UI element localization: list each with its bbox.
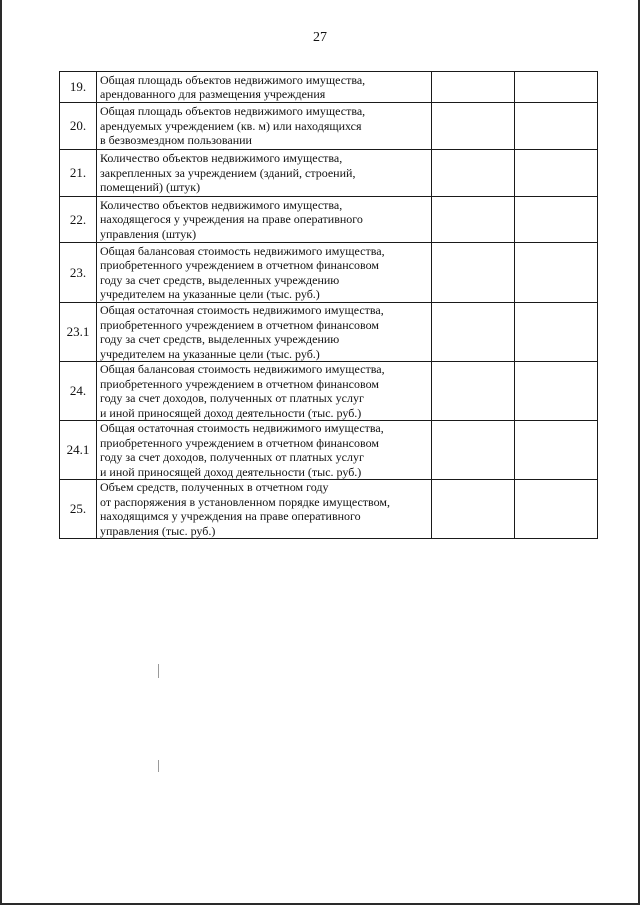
row-number-cell: 19. bbox=[60, 72, 97, 103]
row-number-cell: 25. bbox=[60, 480, 97, 539]
indicator-name-line: Количество объектов недвижимого имущества, bbox=[100, 197, 343, 212]
indicator-name-line: и иной приносящей доход деятельности (тыс. руб.) bbox=[100, 405, 362, 420]
indicators-table bbox=[59, 71, 598, 539]
indicator-name-cell bbox=[97, 243, 432, 303]
table-row bbox=[60, 303, 598, 362]
indicator-name-line: находящегося у учреждения на праве оперативного bbox=[100, 212, 363, 227]
value-cell-2 bbox=[515, 480, 598, 539]
scan-artifact bbox=[158, 664, 159, 678]
indicator-name-line: Объем средств, полученных в отчетном году bbox=[100, 480, 329, 494]
value-cell-1 bbox=[432, 480, 515, 539]
value-cell-2 bbox=[515, 72, 598, 103]
value-cell-1 bbox=[432, 362, 515, 421]
indicator-name-cell bbox=[97, 303, 432, 362]
table-row bbox=[60, 150, 598, 197]
indicator-name-line: году за счет средств, выделенных учреждению bbox=[100, 272, 340, 287]
table-row bbox=[60, 480, 598, 539]
table-row bbox=[60, 72, 598, 103]
value-cell-1 bbox=[432, 421, 515, 480]
indicator-name-line: приобретенного учреждением в отчетном финансовом bbox=[100, 376, 379, 391]
value-cell-2 bbox=[515, 197, 598, 243]
indicator-name-line: и иной приносящей доход деятельности (тыс. руб.) bbox=[100, 464, 362, 479]
table-row bbox=[60, 421, 598, 480]
table-row bbox=[60, 243, 598, 303]
indicator-name-line: году за счет доходов, полученных от платных услуг bbox=[100, 391, 364, 405]
indicator-name-cell bbox=[97, 150, 432, 197]
indicator-name-line: учредителем на указанные цели (тыс. руб.) bbox=[100, 287, 320, 301]
row-number-cell: 20. bbox=[60, 103, 97, 150]
indicator-name-line: Общая площадь объектов недвижимого имущества, bbox=[100, 104, 366, 119]
row-number-cell: 21. bbox=[60, 150, 97, 197]
indicator-name-cell bbox=[97, 362, 432, 421]
value-cell-1 bbox=[432, 197, 515, 243]
value-cell-1 bbox=[432, 243, 515, 303]
indicator-name-line: приобретенного учреждением в отчетном финансовом bbox=[100, 317, 379, 332]
row-number-cell: 24. bbox=[60, 362, 97, 421]
indicator-name-cell bbox=[97, 72, 432, 103]
scan-artifact bbox=[158, 760, 159, 772]
indicator-name-line: помещений) (штук) bbox=[100, 180, 201, 195]
value-cell-1 bbox=[432, 103, 515, 150]
indicator-name-line: управления (тыс. руб.) bbox=[100, 523, 216, 538]
indicator-name-line: Количество объектов недвижимого имущества, bbox=[100, 151, 343, 166]
page-number: 27 bbox=[313, 30, 327, 45]
indicator-name-line: от распоряжения в установленном порядке имуществом, bbox=[100, 494, 390, 509]
indicator-name-line: закрепленных за учреждением (зданий, строений, bbox=[100, 165, 356, 180]
indicator-name-cell bbox=[97, 421, 432, 480]
value-cell-1 bbox=[432, 303, 515, 362]
indicator-name-line: арендованного для размещения учреждения bbox=[100, 87, 326, 101]
indicator-name-line: приобретенного учреждением в отчетном финансовом bbox=[100, 258, 379, 272]
value-cell-2 bbox=[515, 421, 598, 480]
table-row bbox=[60, 103, 598, 150]
value-cell-1 bbox=[432, 72, 515, 103]
indicator-name-line: управления (штук) bbox=[100, 226, 197, 241]
table-row bbox=[60, 197, 598, 243]
indicator-name-line: приобретенного учреждением в отчетном финансовом bbox=[100, 435, 379, 450]
indicator-name-line: Общая остаточная стоимость недвижимого имущества, bbox=[100, 303, 384, 317]
indicator-name-line: Общая балансовая стоимость недвижимого имущества, bbox=[100, 362, 385, 376]
indicator-name-cell bbox=[97, 480, 432, 539]
indicator-name-line: Общая балансовая стоимость недвижимого имущества, bbox=[100, 243, 385, 258]
row-number-cell: 24.1 bbox=[60, 421, 97, 480]
indicator-name-line: году за счет доходов, полученных от платных услуг bbox=[100, 450, 364, 464]
indicator-name-line: находящимся у учреждения на праве оперативного bbox=[100, 509, 361, 523]
indicator-name-line: Общая остаточная стоимость недвижимого имущества, bbox=[100, 421, 384, 435]
indicator-name-cell bbox=[97, 197, 432, 243]
row-number-cell: 22. bbox=[60, 197, 97, 243]
table-row bbox=[60, 362, 598, 421]
value-cell-2 bbox=[515, 303, 598, 362]
indicator-name-line: Общая площадь объектов недвижимого имущества, bbox=[100, 72, 366, 87]
indicator-name-line: учредителем на указанные цели (тыс. руб.) bbox=[100, 346, 320, 361]
scan-border-left bbox=[0, 0, 2, 905]
indicator-name-line: арендуемых учреждением (кв. м) или находящихся bbox=[100, 118, 362, 133]
indicator-name-cell bbox=[97, 103, 432, 150]
value-cell-2 bbox=[515, 362, 598, 421]
value-cell-2 bbox=[515, 103, 598, 150]
value-cell-2 bbox=[515, 150, 598, 197]
value-cell-2 bbox=[515, 243, 598, 303]
row-number-cell: 23. bbox=[60, 243, 97, 303]
indicator-name-line: в безвозмездном пользовании bbox=[100, 133, 252, 148]
row-number-cell: 23.1 bbox=[60, 303, 97, 362]
indicator-name-line: году за счет средств, выделенных учреждению bbox=[100, 332, 340, 346]
value-cell-1 bbox=[432, 150, 515, 197]
indicators-table-body bbox=[60, 72, 598, 539]
